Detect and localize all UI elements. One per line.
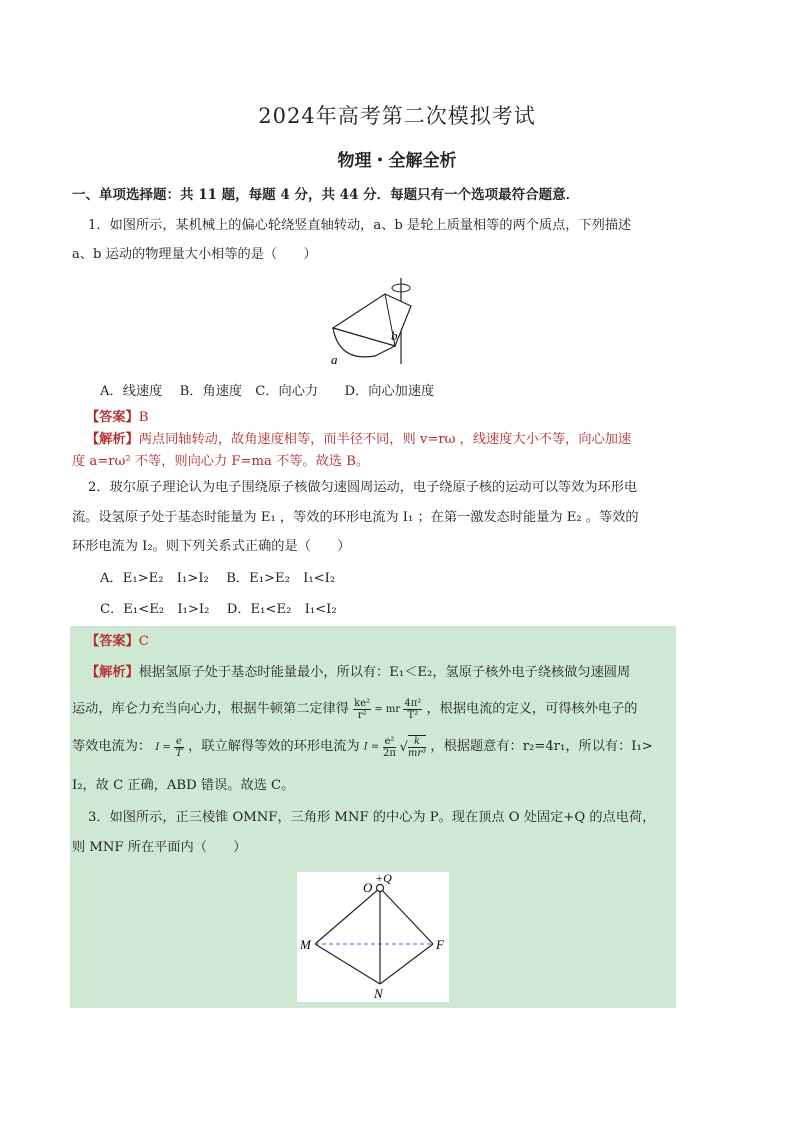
label-f: F bbox=[436, 937, 444, 952]
q2-line1: 2．玻尔原子理论认为电子围绕原子核做匀速圆周运动，电子绕原子核的运动可以等效为环形电 bbox=[88, 480, 638, 495]
formula-ring-current: I = $\frac{\text{e²}}{2\pi}$ √ $\frac{k}{\text{mr³}}$ bbox=[363, 735, 427, 759]
page-title: 2024年高考第二次模拟考试 bbox=[258, 104, 536, 128]
q3-line1: 3．如图所示，正三棱锥 OMNF，三角形 MNF 的中心为 P。现在顶点 O 处固定+Q 的点电荷， bbox=[88, 810, 656, 825]
frac-den: r² bbox=[357, 710, 367, 721]
formula-symbol: I = bbox=[363, 741, 380, 753]
analysis-text: ，联立解得等效的环形电流为 bbox=[188, 739, 360, 754]
pyramid-diagram bbox=[297, 872, 449, 1002]
q1-line2: a、b 运动的物理量大小相等的是（ ） bbox=[72, 247, 317, 262]
label-a: a bbox=[331, 352, 338, 367]
q1-analysis-line2: 度 a=rω² 不等，则向心力 F=ma 不等。故选 B。 bbox=[72, 454, 370, 469]
analysis-text: ，根据电流的定义，可得核外电子的 bbox=[426, 701, 638, 717]
q2-options-row2: C．E₁<E₂ I₁>I₂ D．E₁<E₂ I₁<I₂ bbox=[100, 602, 337, 617]
label-b: b bbox=[391, 328, 398, 343]
frac-num: 4π² bbox=[404, 698, 422, 709]
analysis-text: 根据氢原子处于基态时能量最小，所以有：E₁＜E₂，氢原子核外电子绕核做匀速圆周 bbox=[138, 665, 631, 680]
frac-den: T² bbox=[407, 710, 419, 721]
formula-symbol: I = bbox=[155, 741, 171, 753]
answer-value: B bbox=[138, 410, 149, 425]
frac-num: ke² bbox=[354, 698, 371, 709]
formula-mid: = mr bbox=[374, 704, 401, 715]
analysis-label: 【解析】 bbox=[86, 432, 139, 447]
section-heading: 一、单项选择题：共 11 题，每题 4 分，共 44 分．每题只有一个选项最符合题意． bbox=[72, 187, 580, 203]
frac-num: e bbox=[176, 735, 182, 747]
formula-newton bbox=[353, 698, 422, 721]
q2-line2: 流。设氢原子处于基态时能量为 E₁ ，等效的环形电流为 I₁ ；在第一激发态时能量为 E₂ 。等效的 bbox=[72, 510, 639, 525]
answer-value: C bbox=[138, 634, 149, 649]
analysis-text: 两点同轴转动，故角速度相等，而半径不同，则 v=rω ，线速度大小不等，向心加速 bbox=[138, 432, 632, 447]
q1-analysis-line1 bbox=[86, 430, 631, 450]
q1-options: A．线速度 B．角速度 C．向心力 D．向心加速度 bbox=[100, 384, 435, 399]
answer-label: 【答案】 bbox=[86, 410, 139, 425]
q2-analysis-line3 bbox=[72, 735, 653, 765]
q3-line2: 则 MNF 所在平面内（ ） bbox=[72, 840, 247, 855]
q1-answer bbox=[86, 408, 148, 428]
label-o: O bbox=[363, 880, 373, 895]
q2-analysis-line4: I₂，故 C 正确，ABD 错误。故选 C。 bbox=[72, 778, 295, 793]
frac-den: mr³ bbox=[407, 748, 427, 759]
analysis-text: 等效电流为： bbox=[72, 739, 152, 754]
q2-line3: 环形电流为 I₂。则下列关系式正确的是（ ） bbox=[72, 539, 351, 554]
page-subtitle: 物理・全解全析 bbox=[337, 151, 457, 171]
answer-label: 【答案】 bbox=[86, 634, 139, 649]
frac-den: T bbox=[175, 747, 183, 759]
q2-analysis-line1 bbox=[86, 663, 630, 683]
analysis-label: 【解析】 bbox=[86, 665, 139, 680]
analysis-text: ，根据题意有：r₂=4r₁，所以有：I₁> bbox=[430, 739, 653, 754]
q2-answer bbox=[86, 632, 149, 652]
label-q: +Q bbox=[375, 872, 392, 885]
charge-point bbox=[377, 885, 384, 892]
analysis-text: 运动，库仑力充当向心力，根据牛顿第二定律得 bbox=[72, 701, 349, 717]
label-m: M bbox=[300, 937, 311, 952]
q2-analysis-line2 bbox=[72, 698, 638, 722]
q2-options-row1: A．E₁>E₂ I₁>I₂ B．E₁>E₂ I₁<I₂ bbox=[100, 571, 336, 586]
formula-current bbox=[155, 736, 184, 759]
eccentric-wheel-diagram bbox=[325, 276, 425, 368]
q1-line1: 1．如图所示，某机械上的偏心轮绕竖直轴转动，a、b 是轮上质量相等的两个质点，下列描述 bbox=[88, 218, 632, 233]
frac-den: 2π bbox=[383, 747, 396, 759]
frac-num: e² bbox=[384, 735, 395, 747]
label-n: N bbox=[374, 986, 383, 1001]
frac-num: k bbox=[408, 736, 426, 748]
